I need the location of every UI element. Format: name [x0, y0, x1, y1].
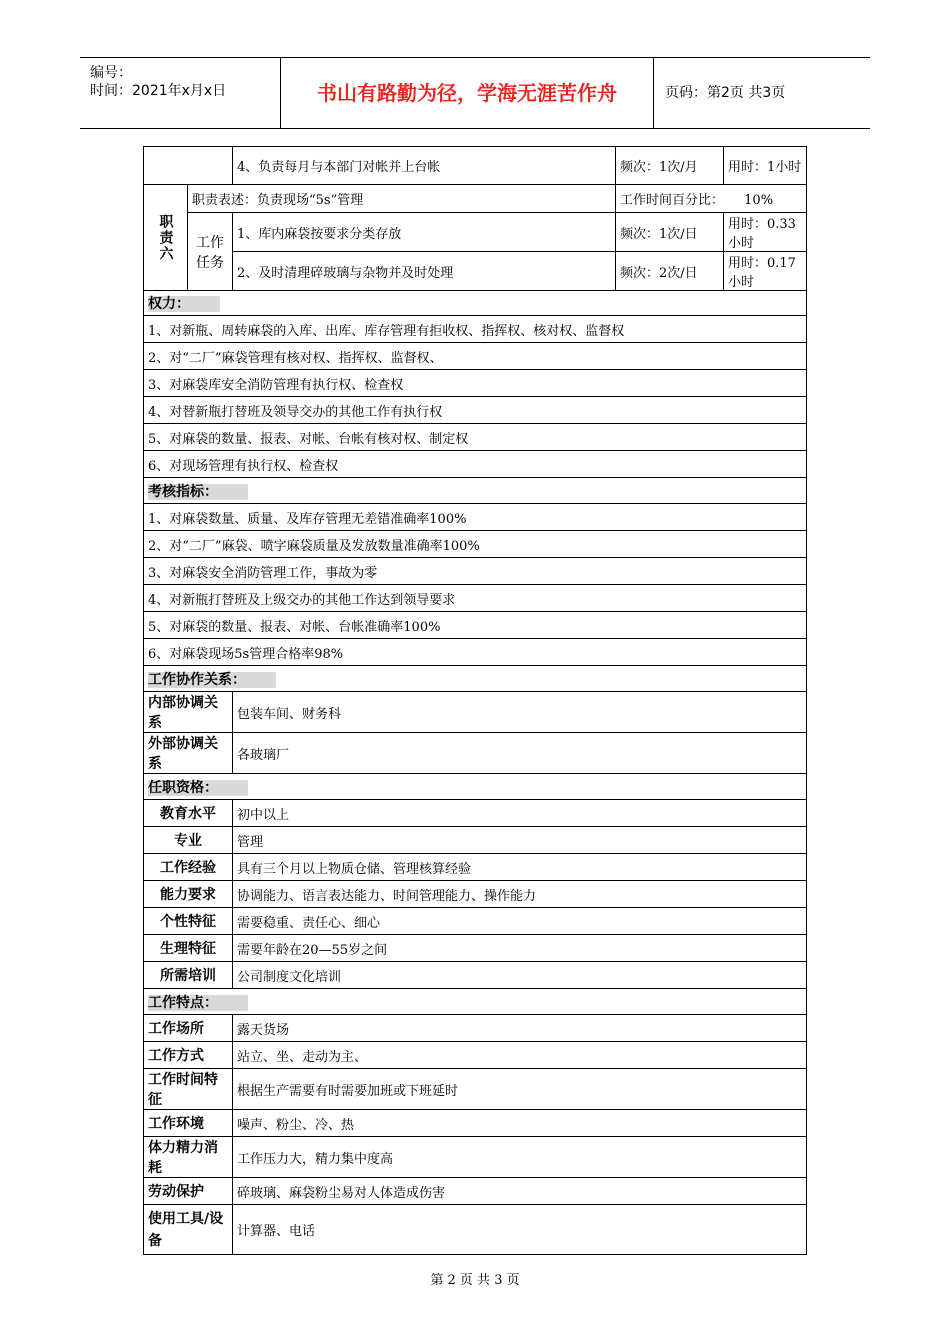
feature-label: 使用工具/设备 [144, 1205, 233, 1255]
time-label: 时间：2021年x月x日 [90, 83, 227, 99]
qualification-label: 生理特征 [144, 935, 233, 962]
feature-value: 噪声、粉尘、冷、热 [233, 1110, 807, 1137]
feature-label: 劳动保护 [144, 1178, 233, 1205]
relation-value: 包装车间、财务科 [233, 692, 807, 733]
duty6-statement-row [144, 185, 807, 213]
percent-value: 10% [744, 193, 774, 208]
duty6-percent [616, 185, 807, 213]
relation-value: 各玻璃厂 [233, 733, 807, 774]
relation-label: 外部协调关系 [144, 733, 233, 774]
list-item: 6、对现场管理有执行权、检查权 [144, 451, 807, 478]
qualification-label: 能力要求 [144, 881, 233, 908]
list-item: 4、对替新瓶打替班及领导交办的其他工作有执行权 [144, 397, 807, 424]
feature-value: 露天货场 [233, 1015, 807, 1042]
qualification-label: 所需培训 [144, 962, 233, 989]
feature-label: 工作环境 [144, 1110, 233, 1137]
list-item: 2、对“二厂”麻袋管理有核对权、指挥权、监督权、 [144, 343, 807, 370]
page-header [80, 57, 870, 129]
page-footer: 第 2 页 共 3 页 [430, 1273, 520, 1288]
task-text: 1、库内麻袋按要求分类存放 [233, 213, 616, 252]
duty6-task-row [144, 252, 807, 291]
list-item: 5、对麻袋的数量、报表、对帐、台帐准确率100% [144, 612, 807, 639]
powers-heading-row [144, 291, 807, 316]
relations-heading-row [144, 666, 807, 692]
relation-row [144, 692, 807, 733]
qualification-label: 个性特征 [144, 908, 233, 935]
qualification-label: 教育水平 [144, 800, 233, 827]
list-item: 5、对麻袋的数量、报表、对帐、台帐有核对权、制定权 [144, 424, 807, 451]
task-frequency: 频次：2次/日 [616, 252, 724, 291]
feature-label: 工作方式 [144, 1042, 233, 1069]
feature-label: 工作场所 [144, 1015, 233, 1042]
task-frequency: 频次：1次/月 [616, 147, 724, 185]
qualification-value: 管理 [233, 827, 807, 854]
list-item: 2、对“二厂”麻袋、喷字麻袋质量及发放数量准确率100% [144, 531, 807, 558]
task-frequency: 频次：1次/日 [616, 213, 724, 252]
qualification-label: 工作经验 [144, 854, 233, 881]
relation-row [144, 733, 807, 774]
duty5-task4-row [144, 147, 807, 185]
section-title: 工作特点： [148, 995, 248, 1011]
task-label: 工作任务 [188, 213, 233, 291]
qualification-value: 初中以上 [233, 800, 807, 827]
feature-value: 工作压力大，精力集中度高 [233, 1137, 807, 1178]
duty6-task-row [144, 213, 807, 252]
header-meta [80, 58, 281, 128]
list-item: 3、对麻袋安全消防管理工作，事故为零 [144, 558, 807, 585]
list-item: 1、对麻袋数量、质量、及库存管理无差错准确率100% [144, 504, 807, 531]
feature-value: 站立、坐、走动为主、 [233, 1042, 807, 1069]
motto: 书山有路勤为径，学海无涯苦作舟 [281, 58, 654, 128]
duty6-label: 职责六 [144, 185, 188, 291]
section-title: 权力： [148, 296, 220, 312]
task-time: 用时：0.17小时 [724, 252, 807, 291]
job-description-table [143, 146, 807, 1255]
feature-label: 体力精力消耗 [144, 1137, 233, 1178]
percent-label: 工作时间百分比： [620, 193, 725, 208]
duty6-statement: 职责表述：负责现场“5s”管理 [188, 185, 616, 213]
feature-value: 计算器、电话 [233, 1205, 807, 1255]
relation-label: 内部协调关系 [144, 692, 233, 733]
list-item: 4、对新瓶打替班及上级交办的其他工作达到领导要求 [144, 585, 807, 612]
task-time: 用时：1小时 [724, 147, 807, 185]
kpis-heading-row [144, 478, 807, 504]
section-title: 考核指标： [148, 484, 248, 500]
task-text: 2、及时清理碎玻璃与杂物并及时处理 [233, 252, 616, 291]
section-title: 工作协作关系： [148, 672, 276, 688]
task-text: 4、负责每月与本部门对帐并上台帐 [233, 147, 616, 185]
qualification-value: 协调能力、语言表达能力、时间管理能力、操作能力 [233, 881, 807, 908]
features-heading-row [144, 989, 807, 1015]
qualification-value: 需要年龄在20—55岁之间 [233, 935, 807, 962]
list-item: 6、对麻袋现场5s管理合格率98% [144, 639, 807, 666]
section-title: 任职资格： [148, 780, 248, 796]
qualification-value: 公司制度文化培训 [233, 962, 807, 989]
task-time: 用时：0.33小时 [724, 213, 807, 252]
feature-value: 碎玻璃、麻袋粉尘易对人体造成伤害 [233, 1178, 807, 1205]
qualification-value: 需要稳重、责任心、细心 [233, 908, 807, 935]
list-item: 1、对新瓶、周转麻袋的入库、出库、库存管理有拒收权、指挥权、核对权、监督权 [144, 316, 807, 343]
qualifications-heading-row [144, 774, 807, 800]
qualification-label: 专业 [144, 827, 233, 854]
page-number: 页码：第2页 共3页 [665, 85, 786, 101]
feature-value: 根据生产需要有时需要加班或下班延时 [233, 1069, 807, 1110]
list-item: 3、对麻袋库安全消防管理有执行权、检查权 [144, 370, 807, 397]
number-label: 编号： [90, 65, 132, 81]
qualification-value: 具有三个月以上物质仓储、管理核算经验 [233, 854, 807, 881]
feature-label: 工作时间特征 [144, 1069, 233, 1110]
